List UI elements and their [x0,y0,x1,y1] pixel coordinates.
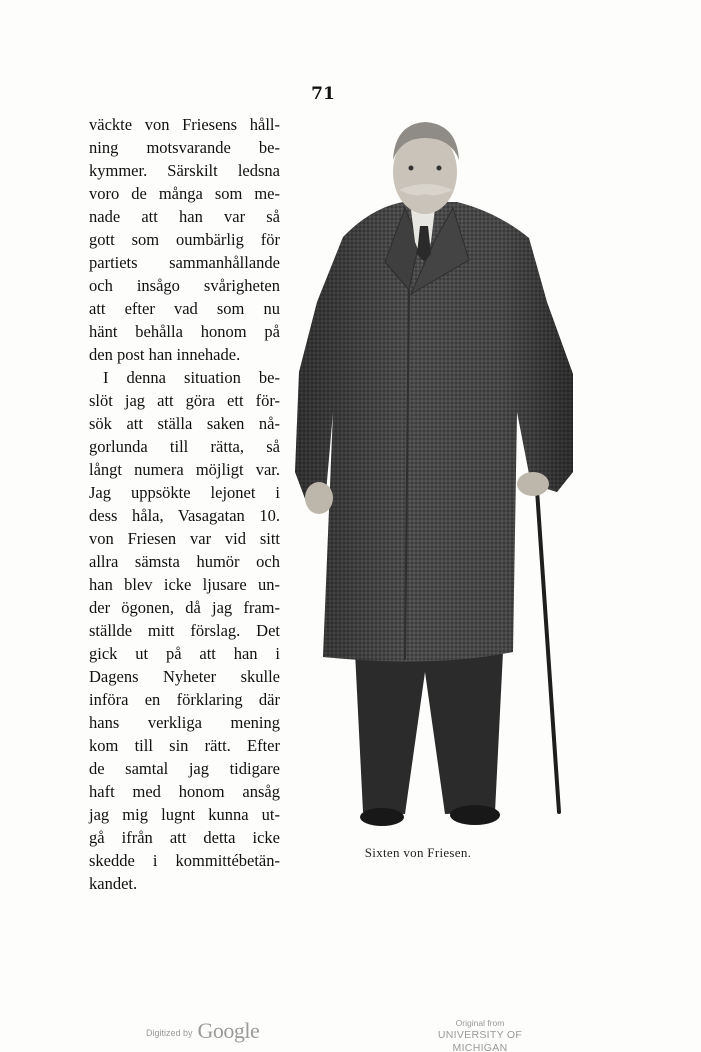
body-line: skedde i kommittébetän- [89,851,280,870]
body-line: gorlunda till rätta, så [89,437,280,456]
body-line: jag mig lugnt kunna ut- [89,805,280,824]
right-shoe [450,805,500,825]
figure-caption: Sixten von Friesen. [364,845,472,860]
left-shoe [360,808,404,826]
body-line: och insågo svårigheten [89,276,280,295]
portrait-figure [285,112,585,837]
cane [537,490,559,812]
body-line: von Friesen var vid sitt [89,529,280,548]
body-line: kandet. [89,874,138,893]
source-attribution [410,1018,550,1052]
trousers [355,652,503,814]
body-line: voro de många som me- [89,184,280,203]
institution-name: UNIVERSITY OF MICHIGAN [437,1029,523,1052]
body-line: väckte von Friesens håll- [89,115,280,134]
body-line: han blev icke ljusare un- [89,575,280,594]
body-line: de samtal jag tidigare [89,759,280,778]
body-line: gott som oumbärlig för [89,230,280,249]
body-line: dess håla, Vasagatan 10. [89,506,280,525]
digitized-by-label: Digitized by [146,1028,193,1038]
body-line: allra sämsta humör och [89,552,280,571]
google-digitized-mark [146,1014,259,1044]
body-line: haft med honom ansåg [89,782,280,801]
body-line: hans verkliga mening [89,713,280,732]
body-line: den post han innehade. [89,345,241,364]
left-hand [305,482,333,514]
body-line: hänt behålla honom på [89,322,280,341]
body-line: ning motsvarande be- [89,138,280,157]
body-line: slöt jag att göra ett för- [89,391,280,410]
body-line: gick ut på att han i [89,644,280,663]
right-hand [517,472,549,496]
google-logo: Google [197,1018,260,1043]
body-line: partiets sammanhållande [89,253,280,272]
body-line: införa en förklaring där [89,690,280,709]
original-from-label: Original from [455,1018,505,1028]
body-line: Dagens Nyheter skulle [89,667,280,686]
body-line: der ögonen, då jag fram- [89,598,280,617]
body-line: sök att ställa saken nå- [89,414,280,433]
body-line: att efter vad som nu [89,299,280,318]
body-line: kymmer. Särskilt ledsna [89,161,280,180]
page-number: 71 [311,84,335,104]
body-line: I denna situation be- [103,368,280,387]
body-line: nade att han var så [89,207,280,226]
body-line: Jag uppsökte lejonet i [89,483,280,502]
body-text-column [89,113,280,895]
body-line: långt numera möjligt var. [89,460,280,479]
body-line: kom till sin rätt. Efter [89,736,280,755]
body-line: gå ifrån att detta icke [89,828,280,847]
body-line: ställde mitt förslag. Det [89,621,280,640]
